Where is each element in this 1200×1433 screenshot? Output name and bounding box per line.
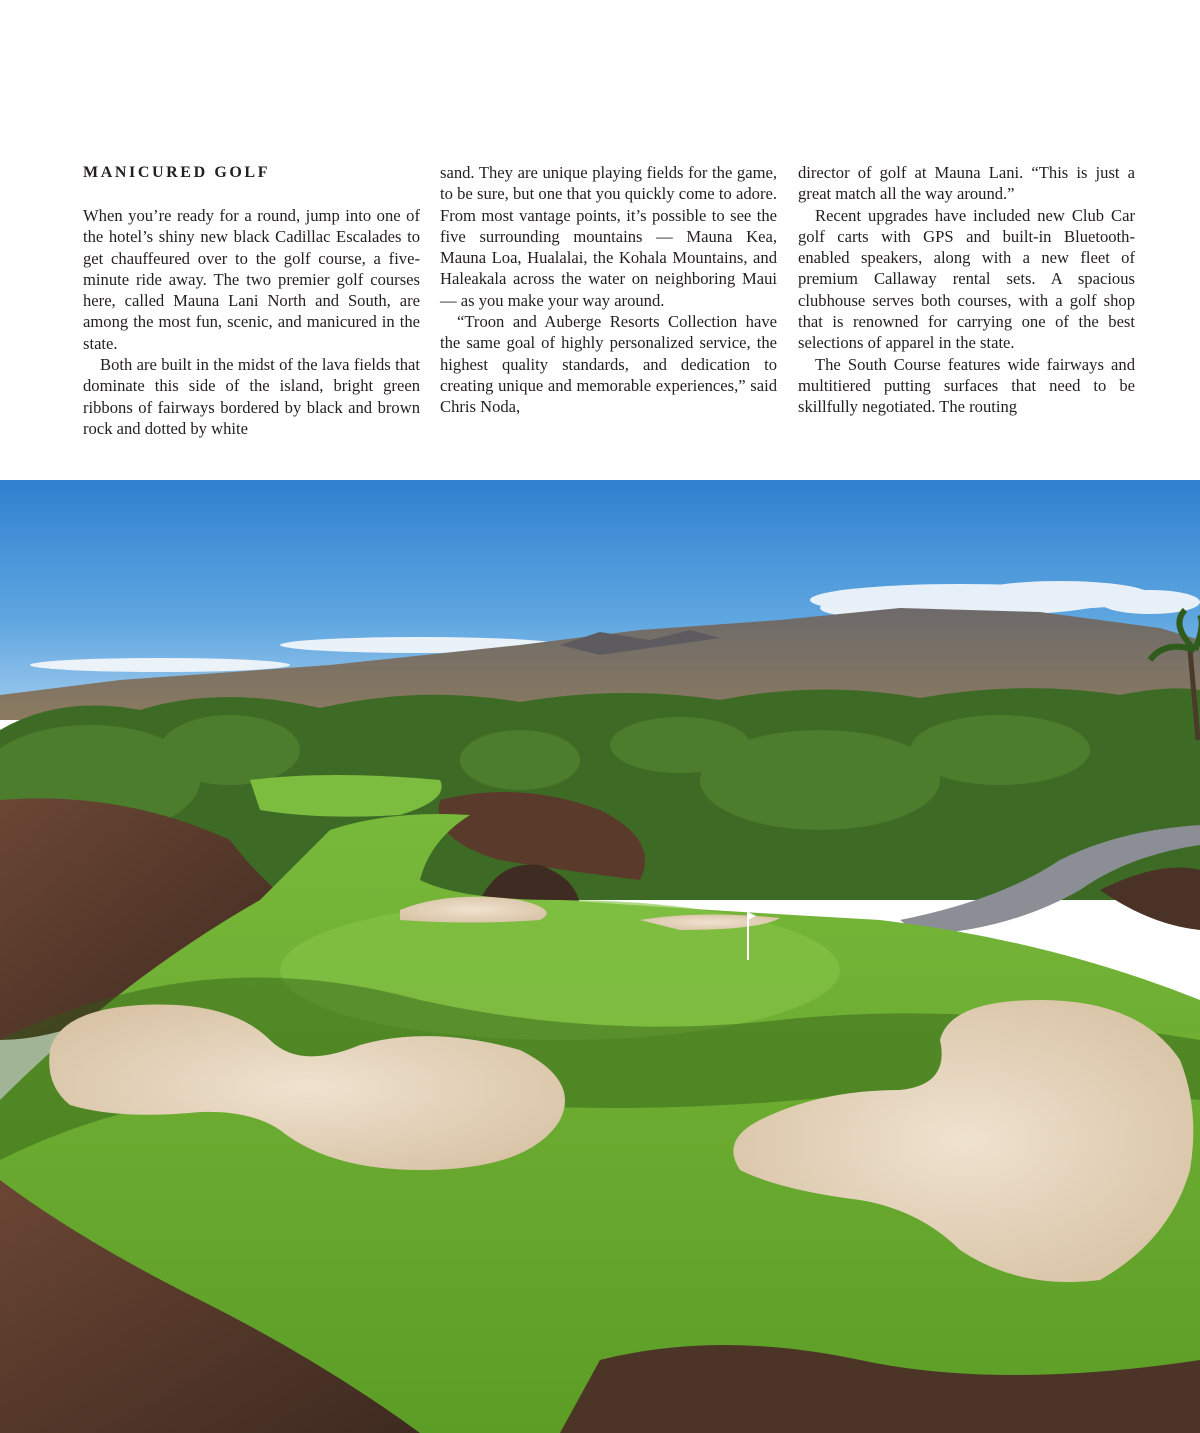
paragraph: The South Course features wide fairways and multitiered putting surfaces that need to be skillfully negotiated. The routing (798, 354, 1135, 417)
article-text (0, 0, 1200, 480)
paragraph: director of golf at Mauna Lani. “This is just a great match all the way around.” (798, 163, 1135, 204)
paragraph: When you’re ready for a round, jump into one of the hotel’s shiny new black Cadillac Escalades to get chauffeured over to the golf course, a five-minute ride away. The two premier golf courses here, called Mauna Lani North and South, are among the most fun, scenic, and manicured in the state. (83, 206, 420, 353)
golf-course-photo (0, 480, 1200, 1433)
section-heading: MANICURED GOLF (83, 164, 271, 181)
text-column-2 (440, 162, 777, 418)
paragraph: sand. They are unique playing fields for the game, to be sure, but one that you quickly come to adore. From most vantage points, it’s possible to see the five surrounding mountains — Mauna Kea, Mauna Loa, Hualalai, the Kohala Mountains, and Haleakala across the water on neighboring Maui — as you make your way around. (440, 163, 777, 310)
paragraph: Recent upgrades have included new Club Car golf carts with GPS and built-in Bluetooth-enabled speakers, along with a new fleet of premium Callaway rental sets. A spacious clubhouse serves both courses, with a golf shop that is renowned for carrying one of the best selections of apparel in the state. (798, 205, 1135, 353)
distant-fairway (250, 775, 442, 817)
text-column-1 (83, 162, 420, 439)
text-column-3 (798, 162, 1135, 418)
paragraph: “Troon and Auberge Resorts Collection have the same goal of highly personalized service, the highest quality standards, and dedication to creating unique and memorable experiences,” said Chris Noda, (440, 312, 777, 417)
paragraph: Both are built in the midst of the lava fields that dominate this side of the island, bright green ribbons of fairways bordered by black and brown rock and dotted by white (83, 355, 420, 438)
golf-course-illustration (0, 480, 1200, 1433)
